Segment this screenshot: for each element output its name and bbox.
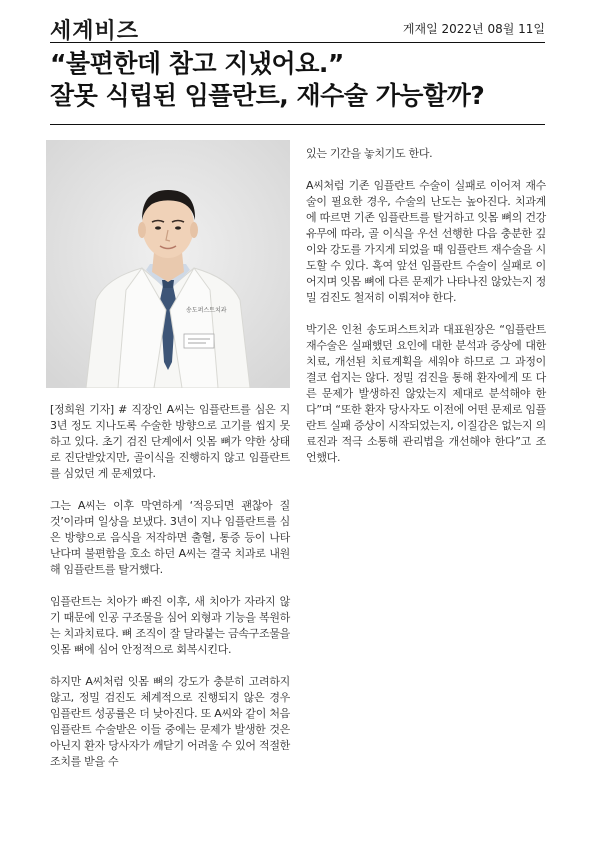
- article-paragraph: A씨처럼 기존 임플란트 수술이 실패로 이어져 재수술이 필요한 경우, 수술의 난도는 높아진다. 치과계에 따르면 기존 임플란트를 탈거하고 잇몸 뼈의 건강 유무에 따라, 골 이식을 우선 선행한 다음 충분한 깊이와 강도를 가지게 되었을 때 임플란트 재수술을 시도할 수 있다. 혹여 앞선 임플란트 수술이 실패로 이어지며 잇몸 뼈에 다른 문제가 나타나진 않았는지 정밀 검진도 철저히 이뤄져야 한다.: [306, 179, 546, 304]
- publication-logo: 세계비즈: [50, 19, 140, 44]
- publication-date: 게재일 2022년 08월 11일: [402, 22, 545, 36]
- coat-embroidery: 송도퍼스트치과: [186, 307, 227, 314]
- doctor-portrait-illustration: [46, 140, 290, 388]
- headline: [50, 48, 545, 112]
- masthead: [50, 14, 545, 44]
- article-paragraph: 하지만 A씨처럼 잇몸 뼈의 강도가 충분히 고려하지 않고, 정밀 검진도 체계적으로 진행되지 않은 경우 임플란트 성공률은 더 낮아진다. 또 A씨와 같이 처음 임플란트 수술받은 이들 중에는 문제가 발생한 것은 아닌지 환자 당사자가 깨닫기 어려울 수 있어 적절한 조치를 받을 수: [50, 675, 290, 768]
- doctor-photo: [46, 140, 290, 388]
- article-column-right: [306, 146, 546, 482]
- article-paragraph: 박기은 인천 송도퍼스트치과 대표원장은 “임플란트 재수술은 실패했던 요인에 대한 분석과 증상에 대한 치료, 개선된 치료계획을 세워야 하므로 그 과정이 결코 쉽지는 않다. 정밀 검진을 통해 환자에게 또 다른 문제가 발생하진 않았는지 제대로 분석해야 한다”며 “또한 환자 당사자도 이전에 어떤 문제로 임플란트 실패 증상이 시작되었는지, 이질감은 없는지 의료진과 적극 소통해 관리법을 개선해야 한다”고 조언했다.: [306, 323, 546, 464]
- article-paragraph: 임플란트는 치아가 빠진 이후, 새 치아가 자라지 않기 때문에 인공 구조물을 심어 외형과 기능을 복원하는 치과치료다. 뼈 조직이 잘 달라붙는 금속구조물을 잇몸 뼈에 심어 안정적으로 회복시킨다.: [50, 595, 290, 656]
- top-divider: [50, 42, 545, 43]
- headline-divider: [50, 124, 545, 125]
- article-paragraph: 있는 기간을 놓치기도 한다.: [306, 147, 433, 160]
- article-paragraph: [정희원 기자] # 직장인 A씨는 임플란트를 심은 지 3년 정도 지나도록 수술한 방향으로 고기를 씹지 못하고 있다. 초기 검진 단계에서 잇몸 뼈가 약한 상태로 진단받았지만, 골이식을 진행하지 않고 임플란트를 심었던 게 문제였다.: [50, 403, 290, 480]
- article-column-left: [50, 402, 290, 786]
- article-paragraph: 그는 A씨는 이후 막연하게 ‘적응되면 괜찮아 질 것’이라며 일상을 보냈다. 3년이 지나 임플란트를 심은 방향으로 음식을 저작하면 출혈, 통증 등이 나타난다며 불편함을 호소 하던 A씨는 결국 치과로 내원해 임플란트를 탈거했다.: [50, 499, 290, 576]
- headline-line-2: 잘못 식립된 임플란트, 재수술 가능할까?: [50, 81, 485, 110]
- headline-line-1: “불편한데 참고 지냈어요.”: [50, 49, 344, 78]
